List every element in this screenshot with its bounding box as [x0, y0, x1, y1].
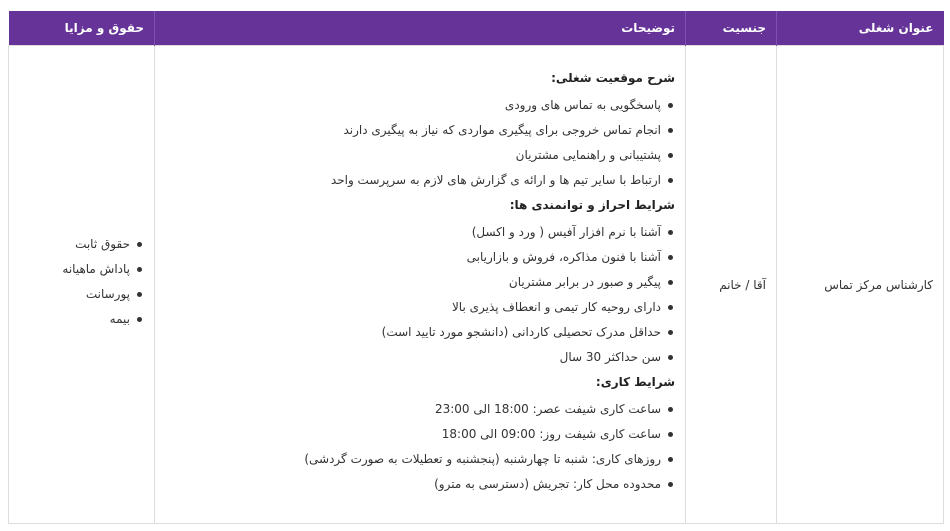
duties-list	[165, 93, 675, 193]
benefits-list	[19, 232, 144, 332]
list-item: ارتباط با سایر تیم ها و ارائه ی گزارش های لازم به سرپرست واحد	[165, 168, 675, 193]
cell-benefits	[9, 46, 155, 524]
list-item: انجام تماس خروجی برای پیگیری مواردی که نیاز به پیگیری دارند	[165, 118, 675, 143]
header-job-title: عنوان شغلی	[777, 11, 944, 46]
work-conditions-list	[165, 397, 675, 497]
table-header-row	[9, 11, 944, 46]
table-row	[9, 46, 944, 524]
list-item: روزهای کاری: شنبه تا چهارشنبه (پنجشنبه و تعطیلات به صورت گردشی)	[165, 447, 675, 472]
cell-job-title: کارشناس مرکز تماس	[777, 46, 944, 524]
list-item: حقوق ثابت	[19, 232, 144, 257]
list-item: پورسانت	[19, 282, 144, 307]
cell-description	[155, 46, 686, 524]
list-item: حداقل مدرک تحصیلی کاردانی (دانشجو مورد تایید است)	[165, 320, 675, 345]
list-item: بیمه	[19, 307, 144, 332]
list-item: آشنا با فنون مذاکره، فروش و بازاریابی	[165, 245, 675, 270]
list-item: پیگیر و صبور در برابر مشتریان	[165, 270, 675, 295]
list-item: محدوده محل کار: تجریش (دسترسی به مترو)	[165, 472, 675, 497]
list-item: پاسخگویی به تماس های ورودی	[165, 93, 675, 118]
list-item: پاداش ماهیانه	[19, 257, 144, 282]
list-item: ساعت کاری شیفت عصر: 18:00 الی 23:00	[165, 397, 675, 422]
header-benefits: حقوق و مزایا	[9, 11, 155, 46]
section-title: شرایط احراز و توانمندی ها:	[509, 198, 675, 212]
section-title: شرایط کاری:	[595, 375, 675, 389]
list-item: آشنا با نرم افزار آفیس ( ورد و اکسل)	[165, 220, 675, 245]
requirements-list	[165, 220, 675, 370]
section-title: شرح موقعیت شغلی:	[551, 71, 675, 85]
job-table	[8, 11, 944, 524]
list-item: پشتیبانی و راهنمایی مشتریان	[165, 143, 675, 168]
header-description: توضیحات	[155, 11, 686, 46]
list-item: دارای روحیه کار تیمی و انعطاف پذیری بالا	[165, 295, 675, 320]
list-item: سن حداکثر 30 سال	[165, 345, 675, 370]
list-item: ساعت کاری شیفت روز: 09:00 الی 18:00	[165, 422, 675, 447]
cell-gender: آقا / خانم	[686, 46, 777, 524]
header-gender: جنسیت	[686, 11, 777, 46]
